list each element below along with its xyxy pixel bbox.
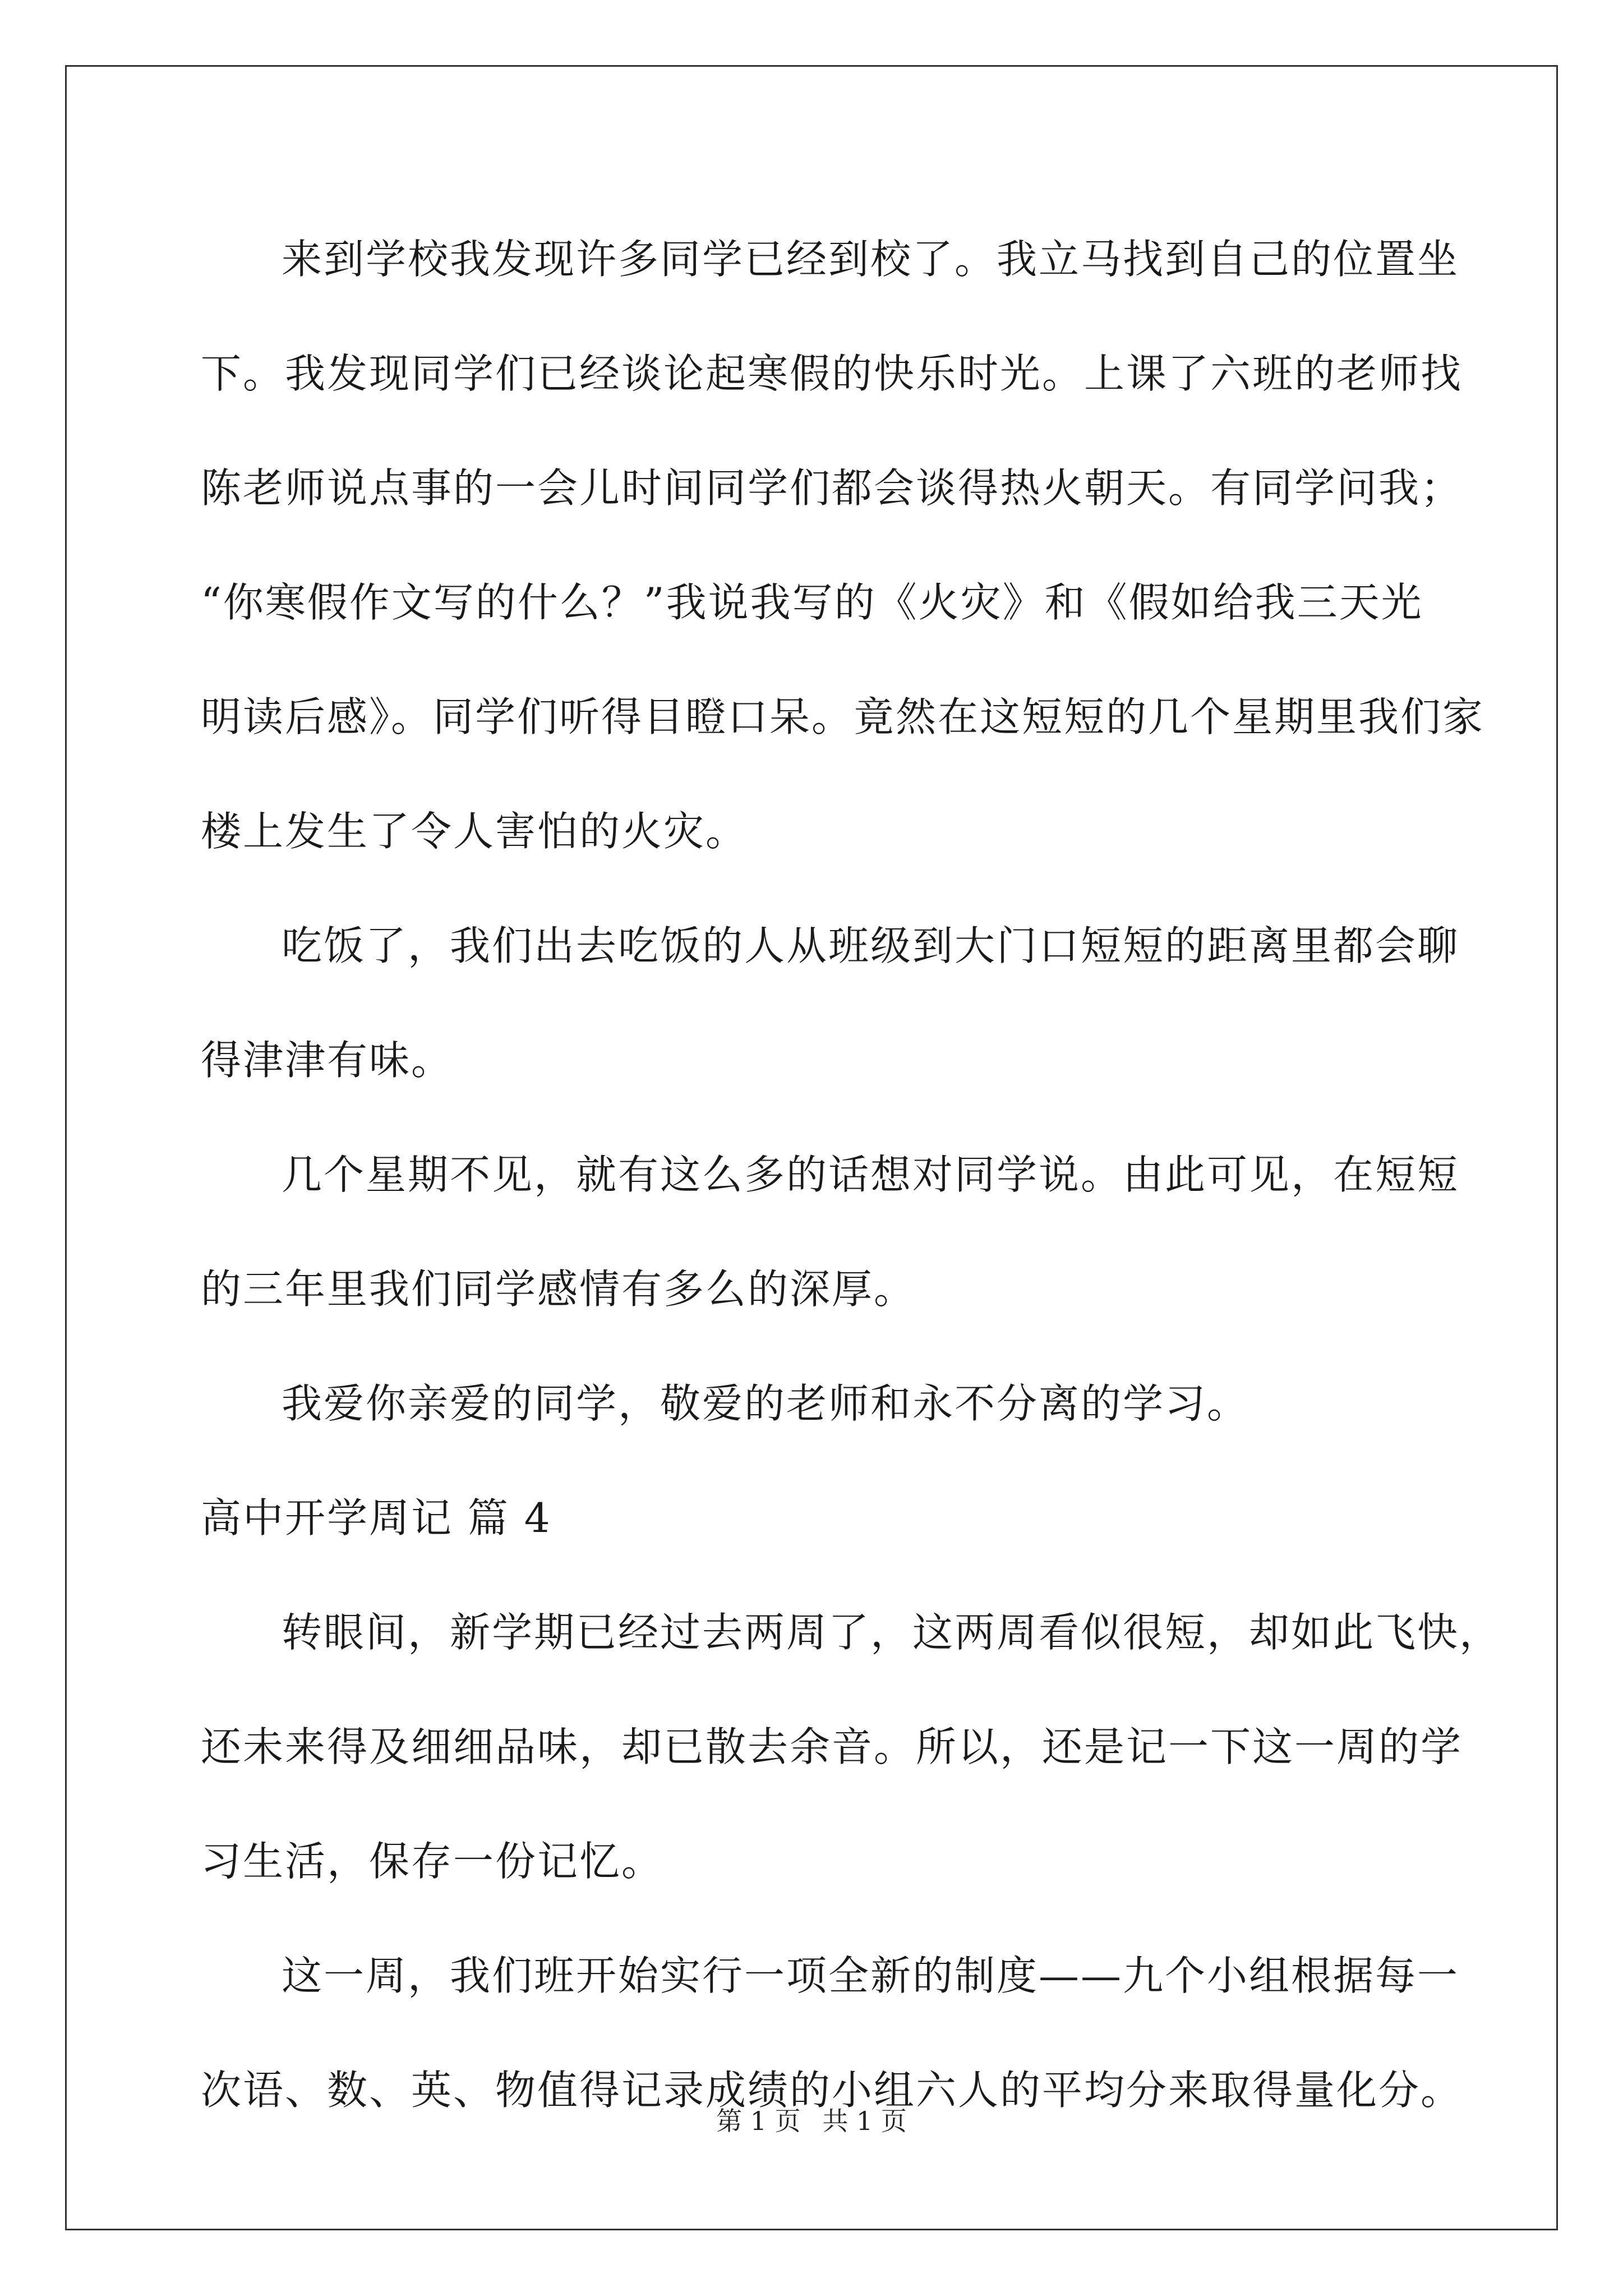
page-footer	[0, 2101, 1623, 2138]
text-line: 还未来得及细细品味，却已散去余音。所以，还是记一下这一周的学	[201, 1723, 1463, 1770]
text-line: 明读后感》。同学们听得目瞪口呆。竟然在这短短的几个星期里我们家	[201, 693, 1485, 740]
text-line: 来到学校我发现许多同学已经到校了。我立马找到自己的位置坐	[282, 236, 1460, 283]
document-body	[201, 202, 1502, 2147]
text-line: 陈老师说点事的一会儿时间同学们都会谈得热火朝天。有同学问我；	[201, 464, 1463, 512]
text-line: 楼上发生了令人害怕的火灾。	[201, 808, 748, 855]
paragraph	[201, 202, 1485, 889]
text-line: 次语、数、英、物值得记录成绩的小组六人的平均分来取得量化分。	[201, 2067, 1463, 2114]
page-total: 共 1 页	[822, 2106, 907, 2136]
text-line: 的三年里我们同学感情有多么的深厚。	[201, 1266, 916, 1313]
section-heading: 高中开学周记 篇 4	[201, 1494, 552, 1542]
text-line: 几个星期不见，就有这么多的话想对同学说。由此可见，在短短	[282, 1151, 1460, 1198]
text-line: 转眼间，新学期已经过去两周了，这两周看似很短，却如此飞快，	[282, 1609, 1502, 1656]
text-line: 下。我发现同学们已经谈论起寒假的快乐时光。上课了六班的老师找	[201, 350, 1463, 397]
paragraph	[201, 1117, 1460, 1346]
paragraph	[201, 1575, 1502, 1918]
paragraph	[201, 889, 1460, 1117]
text-line: 习生活，保存一份记忆。	[201, 1838, 664, 1885]
text-line: “你寒假作文写的什么？”我说我写的《火灾》和《假如给我三天光	[201, 579, 1423, 626]
text-line: 我爱你亲爱的同学，敬爱的老师和永不分离的学习。	[282, 1380, 1249, 1427]
text-line: 这一周，我们班开始实行一项全新的制度——九个小组根据每一	[282, 1952, 1460, 1999]
text-line: 吃饭了，我们出去吃饭的人从班级到大门口短短的距离里都会聊	[282, 922, 1460, 969]
paragraph	[201, 1346, 1435, 1461]
text-line: 得津津有味。	[201, 1037, 454, 1084]
page-number: 第 1 页	[716, 2106, 801, 2136]
